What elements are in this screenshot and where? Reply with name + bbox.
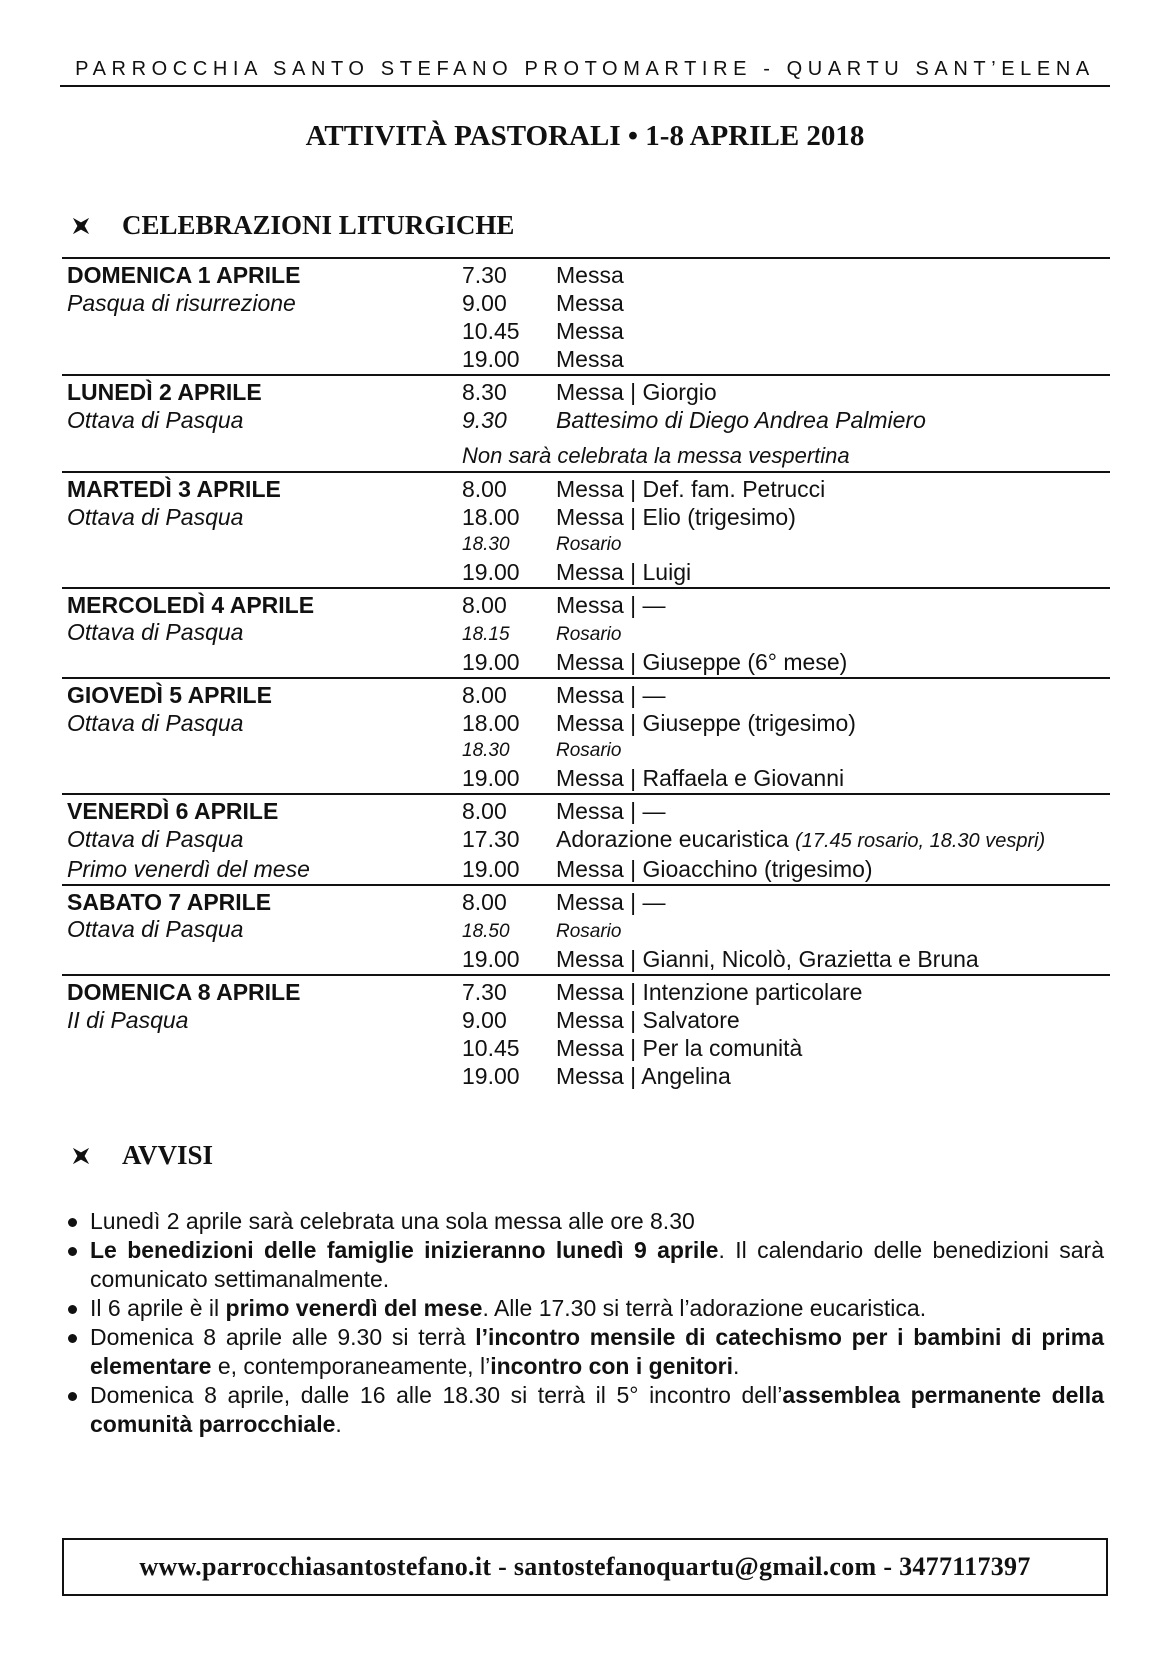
notice-item [62,1381,1104,1439]
day-subtitle: Primo venerdì del mese [67,856,310,882]
event-time: 19.00 [462,1063,520,1089]
event-text: Messa | Gianni, Nicolò, Grazietta e Bruna [556,946,979,972]
event-text: Messa | Giuseppe (trigesimo) [556,710,856,736]
event-text: Messa | Raffaela e Giovanni [556,765,845,791]
section-title-notices: AVVISI [122,1140,214,1170]
notice-text: e, contemporaneamente, l’ [211,1353,491,1379]
event-time: 8.00 [462,798,507,824]
day-subtitle: Ottava di Pasqua [67,916,244,942]
notice-emphasis: l’incontro mensile di catechismo per i bambini di prima elementare [90,1324,1104,1379]
liturgy-schedule [62,257,1110,1091]
notice-text: . [335,1411,342,1437]
event-description [556,621,1110,648]
event-description [556,918,1110,945]
schedule-row [62,888,1110,916]
schedule-row [62,709,1110,737]
schedule-row [62,434,1110,470]
event-text: Messa | Salvatore [556,1007,740,1033]
event-description [556,289,1110,317]
day-name: DOMENICA 1 APRILE [67,262,301,288]
day-name: MERCOLEDÌ 4 APRILE [67,592,315,618]
event-text: Rosario [556,740,622,761]
schedule-row [62,591,1110,619]
event-time: 9.00 [462,290,507,316]
schedule-row [62,855,1110,883]
event-description [556,503,1110,531]
event-text: Battesimo di Diego Andrea Palmiero [556,407,926,433]
schedule-row [62,764,1110,792]
bullet-dot-icon [68,1247,77,1256]
contact-info: www.parrocchiasantostefano.it - santostefanoquartu@gmail.com - 3477117397 [139,1552,1031,1581]
event-text: Messa [556,346,624,372]
day-block [62,677,1110,793]
event-time: 18.50 [462,921,510,942]
schedule-row [62,916,1110,945]
day-subtitle: Ottava di Pasqua [67,710,244,736]
event-description [556,825,1110,855]
event-time: 19.00 [462,946,520,972]
event-description [556,406,1110,434]
schedule-row [62,825,1110,855]
page-title: ATTIVITÀ PASTORALI • 1-8 APRILE 2018 [305,120,865,152]
event-time: 18.00 [462,710,520,736]
schedule-row [62,406,1110,434]
event-time: 18.15 [462,624,510,645]
event-text: Messa | — [556,592,666,618]
notice-text: Lunedì 2 aprile sarà celebrata una sola messa alle ore 8.30 [90,1208,695,1234]
event-description [556,475,1110,503]
notice-emphasis: Le benedizioni delle famiglie inizieranno lunedì 9 aprile [90,1237,719,1263]
schedule-row [62,737,1110,764]
schedule-row [62,681,1110,709]
day-subtitle: Ottava di Pasqua [67,407,244,433]
day-name: LUNEDÌ 2 APRILE [67,379,262,405]
event-text: Rosario [556,624,622,645]
event-time: 18.00 [462,504,520,530]
notices-list [62,1207,1104,1439]
schedule-row [62,978,1110,1006]
schedule-row [62,1062,1110,1090]
event-description [556,855,1110,883]
event-description [462,442,1110,470]
day-name: DOMENICA 8 APRILE [67,979,301,1005]
day-name: SABATO 7 APRILE [67,889,272,915]
event-time: 8.00 [462,476,507,502]
event-description [556,1062,1110,1090]
day-block [62,257,1110,374]
event-description [556,978,1110,1006]
notice-item [62,1236,1104,1294]
event-text: Messa | — [556,889,666,915]
day-subtitle: Ottava di Pasqua [67,504,244,530]
bullet-dot-icon [68,1218,77,1227]
event-text: Messa | Giuseppe (6° mese) [556,649,848,675]
event-time: 19.00 [462,559,520,585]
schedule-row [62,475,1110,503]
day-subtitle: Ottava di Pasqua [67,826,244,852]
schedule-row [62,345,1110,373]
day-block [62,884,1110,974]
event-description [556,317,1110,345]
day-name: MARTEDÌ 3 APRILE [67,476,281,502]
event-text: Messa | Luigi [556,559,692,585]
event-description [556,261,1110,289]
section-heading-liturgy [72,210,514,241]
event-description [556,737,1110,764]
event-description [556,681,1110,709]
day-subtitle: II di Pasqua [67,1007,189,1033]
schedule-row [62,797,1110,825]
schedule-row [62,261,1110,289]
event-note: (17.45 rosario, 18.30 vespri) [795,830,1046,852]
day-name: GIOVEDÌ 5 APRILE [67,682,272,708]
schedule-row [62,619,1110,648]
event-time: 8.00 [462,592,507,618]
event-time: 18.30 [462,740,510,761]
notice-item [62,1323,1104,1381]
contact-footer [62,1538,1108,1596]
schedule-row [62,289,1110,317]
event-time: 19.00 [462,856,520,882]
schedule-row [62,503,1110,531]
event-text: Rosario [556,534,622,555]
day-block [62,374,1110,471]
event-time: 9.00 [462,1007,507,1033]
notice-text: . [732,1353,740,1379]
event-text: Messa | Angelina [556,1063,731,1089]
event-text: Adorazione eucaristica [556,826,789,852]
event-description [556,797,1110,825]
day-subtitle: Pasqua di risurrezione [67,290,296,316]
event-description [556,558,1110,586]
event-time: 19.00 [462,765,520,791]
notice-emphasis: primo venerdì del mese [225,1295,483,1321]
notice-text: Il 6 aprile è il [90,1295,226,1321]
parish-header: PARROCCHIA SANTO STEFANO PROTOMARTIRE - QUARTU SANT’ELENA [75,58,1095,80]
schedule-row [62,531,1110,558]
event-time: 9.30 [462,407,507,433]
event-description [556,888,1110,916]
day-block [62,587,1110,677]
event-time: 19.00 [462,346,520,372]
notice-emphasis: incontro con i genitori [490,1353,733,1379]
event-text: Messa | Gioacchino (trigesimo) [556,856,873,882]
event-time: 10.45 [462,1035,520,1061]
notice-item [62,1207,1104,1236]
event-text: Messa | Elio (trigesimo) [556,504,796,530]
event-text: Non sarà celebrata la messa vespertina [462,443,850,468]
event-text: Messa | Def. fam. Petrucci [556,476,826,502]
event-text: Messa [556,318,624,344]
event-time: 8.00 [462,682,507,708]
event-time: 7.30 [462,979,507,1005]
event-time: 8.00 [462,889,507,915]
event-description [556,709,1110,737]
event-time: 8.30 [462,379,507,405]
header-divider [60,85,1110,87]
event-text: Messa | Intenzione particolare [556,979,863,1005]
event-description [556,1006,1110,1034]
event-description [556,591,1110,619]
event-text: Messa | Per la comunità [556,1035,803,1061]
day-name: VENERDÌ 6 APRILE [67,798,279,824]
event-text: Messa | — [556,798,666,824]
event-time: 19.00 [462,649,520,675]
event-description [556,945,1110,973]
day-block [62,471,1110,587]
bullet-dot-icon [68,1334,77,1343]
notice-text: . Alle 17.30 si terrà l’adorazione eucaristica. [482,1295,927,1321]
event-text: Rosario [556,921,622,942]
event-text: Messa | Giorgio [556,379,717,405]
event-description [556,531,1110,558]
star-bullet-icon [72,1147,90,1165]
schedule-row [62,945,1110,973]
notice-text: Domenica 8 aprile, dalle 16 alle 18.30 si terrà il 5° incontro dell’ [90,1382,783,1408]
star-bullet-icon [72,217,90,235]
event-description [556,764,1110,792]
section-heading-notices [72,1140,213,1171]
event-time: 10.45 [462,318,520,344]
bullet-dot-icon [68,1305,77,1314]
event-text: Messa [556,290,624,316]
event-text: Messa [556,262,624,288]
schedule-row [62,1006,1110,1034]
event-time: 18.30 [462,534,510,555]
notice-text: Domenica 8 aprile alle 9.30 si terrà [90,1324,476,1350]
event-description [556,378,1110,406]
notice-item [62,1294,1104,1323]
event-text: Messa | — [556,682,666,708]
day-block [62,974,1110,1091]
notice-emphasis: assemblea permanente della comunità parrocchiale [90,1382,1104,1437]
schedule-row [62,317,1110,345]
bullet-dot-icon [68,1392,77,1401]
schedule-row [62,648,1110,676]
schedule-row [62,558,1110,586]
day-block [62,793,1110,884]
event-time: 17.30 [462,826,520,852]
schedule-row [62,378,1110,406]
section-title-liturgy: CELEBRAZIONI LITURGICHE [122,210,515,240]
day-subtitle: Ottava di Pasqua [67,619,244,645]
event-description [556,345,1110,373]
schedule-row [62,1034,1110,1062]
event-description [556,1034,1110,1062]
notice-text: . Il calendario delle benedizioni sarà comunicato settimanalmente. [90,1237,1104,1292]
event-time: 7.30 [462,262,507,288]
event-description [556,648,1110,676]
